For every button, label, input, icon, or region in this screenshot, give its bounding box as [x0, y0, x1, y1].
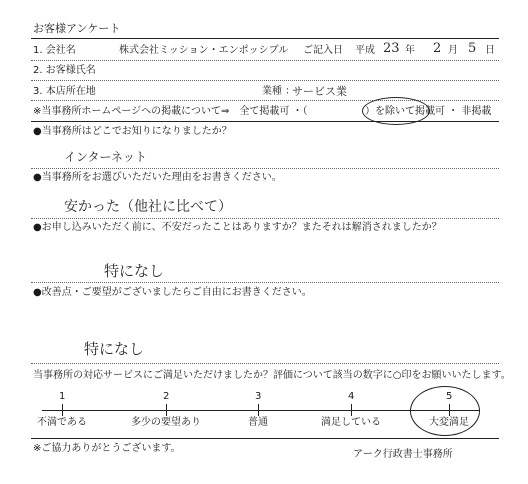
rating-number-5: 5: [446, 391, 453, 402]
question-2-answer: 安かった（他社に比べて）: [64, 199, 232, 215]
question-3-answer: 特になし: [104, 262, 165, 280]
company-value: 株式会社ミッション・エンポッシブル: [119, 45, 289, 56]
rating-number-4: 4: [348, 391, 355, 402]
question-2-label: ●当事務所をお選びいただいた理由をお書きください。: [33, 172, 282, 183]
title-rule: [31, 38, 499, 39]
rating-number-2: 2: [163, 391, 170, 402]
rating-number-1: 1: [59, 391, 66, 402]
date-month-unit: 月: [448, 45, 458, 56]
row-divider: [31, 218, 499, 219]
date-day: 5: [468, 41, 477, 56]
question-1-answer: インターネット: [64, 150, 147, 164]
row-divider: [31, 60, 499, 61]
rating-number-3: 3: [255, 391, 262, 402]
question-3-label: ●お申し込みいただく前に、不安だったことはありますか？またそれは解消されましたか？: [33, 222, 442, 233]
address-label: 3. 本店所在地: [33, 86, 96, 97]
rating-tick: [258, 404, 259, 416]
rating-tick: [62, 404, 63, 416]
date-year: 23: [383, 41, 400, 56]
row-divider: [31, 80, 499, 81]
rating-tick: [166, 404, 167, 416]
rating-selection-circle: [410, 386, 480, 436]
rating-tick: [351, 404, 352, 416]
rating-label-1: 不満である: [37, 417, 87, 428]
question-4-answer: 特になし: [84, 340, 145, 358]
rating-label-2: 多少の要望あり: [131, 417, 201, 428]
date-label: ご記入日: [303, 45, 343, 56]
rating-label-4: 満足している: [321, 417, 381, 428]
row-divider: [31, 363, 499, 364]
rating-question: 当事務所の対応サービスにご満足いただけましたか？評価について該当の数字に○印をお願いいたします。: [33, 370, 511, 381]
date-year-unit: 年: [405, 45, 415, 56]
row-divider: [31, 168, 499, 169]
row-divider: [31, 100, 499, 101]
customer-name-label: 2. お客様氏名: [33, 65, 96, 76]
question-1-label: ●当事務所はどこでお知りになりましたか？: [33, 126, 232, 137]
industry-value: サービス業: [292, 85, 347, 98]
section-rule: [31, 438, 499, 439]
publication-option-text-2: ）を除いて掲載可 ・ 非掲載: [365, 106, 492, 117]
industry-label: 業種 ：: [262, 86, 296, 97]
row-divider: [31, 282, 499, 283]
company-label: 1. 会社名: [33, 45, 76, 56]
question-4-label: ●改善点・ご要望がございましたらご自由にお書きください。: [33, 287, 312, 298]
office-name: アーク行政書士事務所: [353, 449, 453, 460]
rating-label-5: 大変満足: [429, 417, 469, 428]
thanks-note: ※ご協力ありがとうございます。: [33, 443, 181, 454]
section-rule: [31, 121, 499, 122]
date-day-unit: 日: [485, 45, 495, 56]
date-month: 2: [433, 41, 442, 56]
date-era: 平成: [355, 45, 375, 56]
publication-option-text: ※当事務所ホームページへの掲載について⇒ 全て掲載可 ・（: [33, 106, 308, 117]
page-title: お客様アンケート: [33, 22, 121, 35]
rating-label-3: 普通: [248, 417, 268, 428]
